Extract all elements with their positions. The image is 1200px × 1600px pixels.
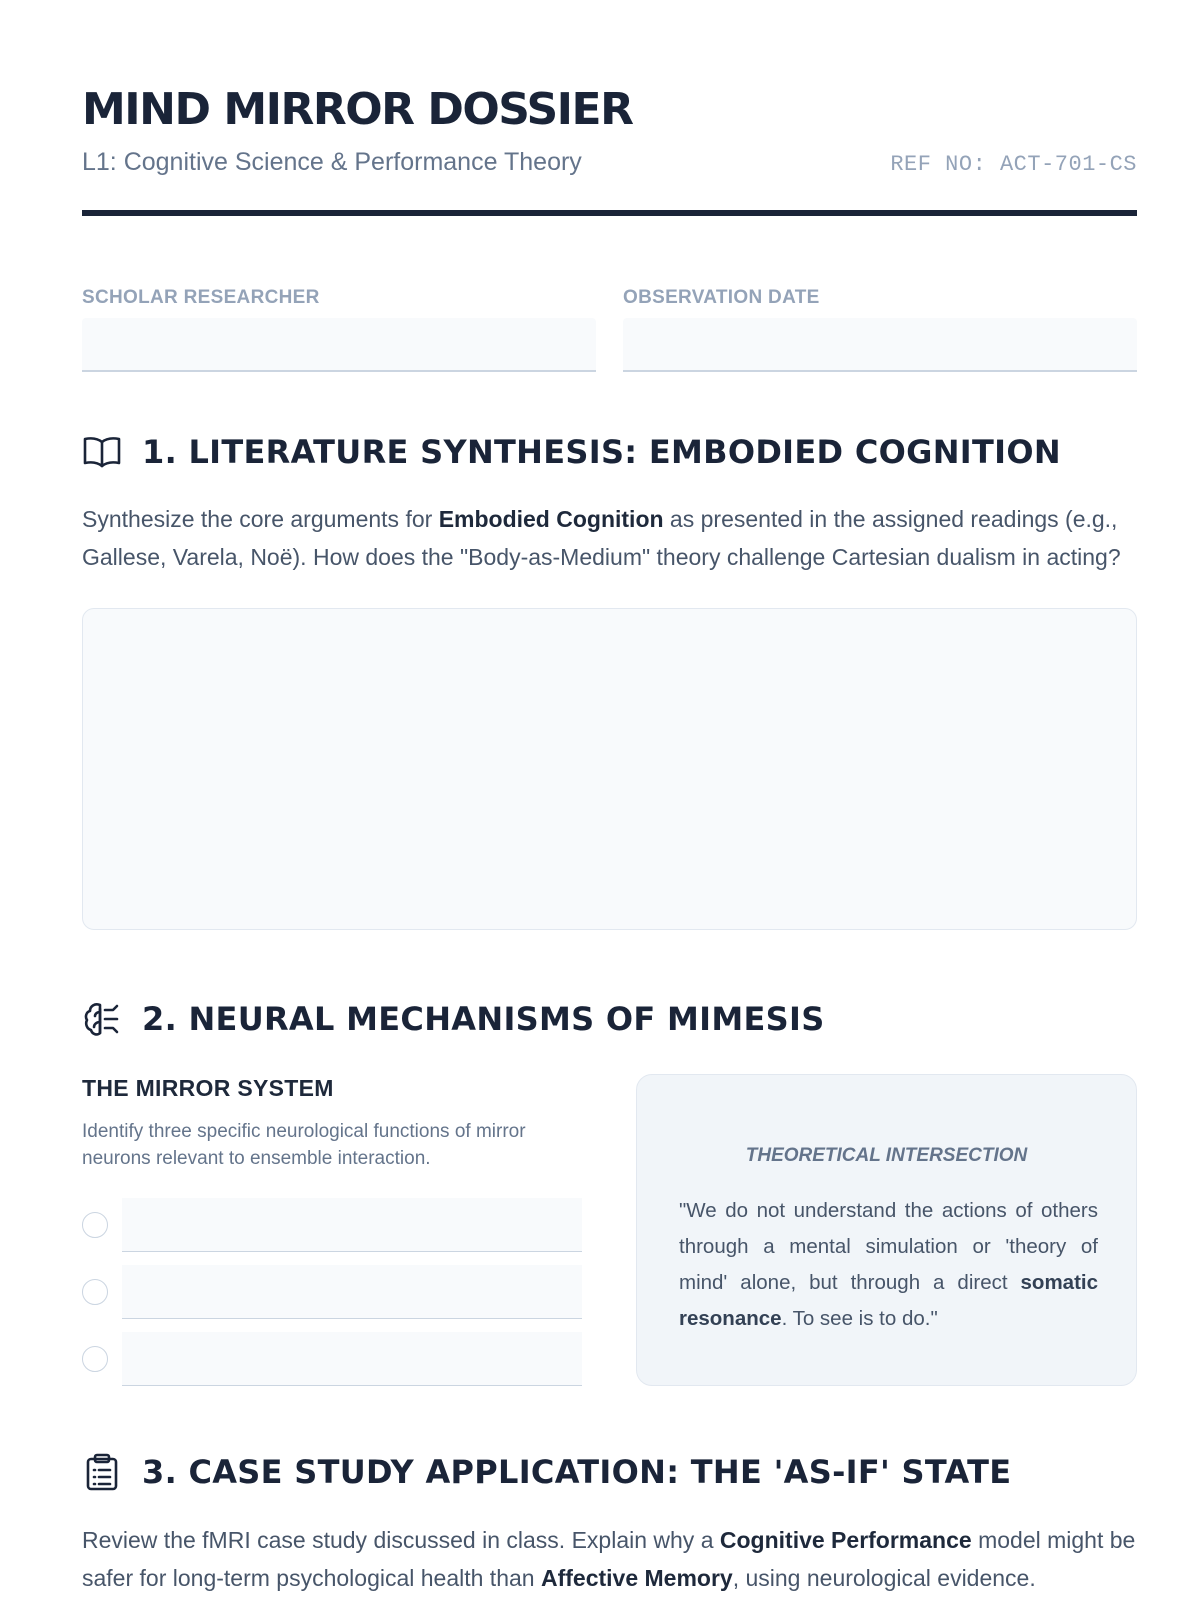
page-title: MIND MIRROR DOSSIER — [82, 84, 633, 135]
theoretical-intersection-card — [636, 1074, 1137, 1386]
section-3-header — [82, 1452, 1011, 1492]
clipboard-icon — [82, 1452, 122, 1492]
section-3-prompt: Review the fMRI case study discussed in class. Explain why a Cognitive Performance model might be safer for long-term psychological health than Affective Memory, using neurological evidence. — [82, 1527, 1136, 1591]
list-item — [82, 1332, 582, 1386]
header-divider — [82, 210, 1137, 216]
brain-icon — [82, 999, 122, 1039]
radio-button[interactable] — [82, 1279, 108, 1305]
book-open-icon — [82, 432, 122, 472]
reference-number: REF NO: ACT-701-CS — [890, 152, 1137, 177]
list-item — [82, 1265, 582, 1319]
page-subtitle: L1: Cognitive Science & Performance Theory — [82, 148, 582, 176]
section-1-title: 1. LITERATURE SYNTHESIS: EMBODIED COGNITION — [142, 433, 1061, 471]
researcher-input[interactable] — [82, 318, 596, 372]
quote-label: THEORETICAL INTERSECTION — [745, 1145, 1028, 1166]
section-2-header — [82, 999, 825, 1039]
radio-button[interactable] — [82, 1212, 108, 1238]
section-1-prompt: Synthesize the core arguments for Embodied Cognition as presented in the assigned readings (e.g., Gallese, Varela, Noë). How does the "Body-as-Medium" theory challenge Cartesian dualism in acting? — [82, 506, 1121, 570]
section-3-title: 3. CASE STUDY APPLICATION: THE 'AS-IF' STATE — [142, 1453, 1012, 1491]
observation-date-input[interactable] — [623, 318, 1137, 372]
function-input-1[interactable] — [122, 1198, 582, 1252]
mirror-system-description: Identify three specific neurological functions of mirror neurons relevant to ensemble interaction. — [82, 1121, 526, 1169]
radio-button[interactable] — [82, 1346, 108, 1372]
synthesis-answer-textarea[interactable] — [82, 608, 1137, 930]
section-1-header — [82, 432, 1061, 472]
list-item — [82, 1198, 582, 1252]
quote-text: "We do not understand the actions of others through a mental simulation or 'theory of mind' alone, but through a direct somatic resonance. To see is to do." — [679, 1199, 1098, 1330]
section-2-title: 2. NEURAL MECHANISMS OF MIMESIS — [142, 1000, 825, 1038]
dossier-page — [82, 0, 1137, 1600]
function-input-2[interactable] — [122, 1265, 582, 1319]
function-input-3[interactable] — [122, 1332, 582, 1386]
observation-date-label: OBSERVATION DATE — [623, 287, 820, 308]
researcher-label: SCHOLAR RESEARCHER — [82, 287, 320, 308]
mirror-system-heading: THE MIRROR SYSTEM — [82, 1075, 334, 1101]
